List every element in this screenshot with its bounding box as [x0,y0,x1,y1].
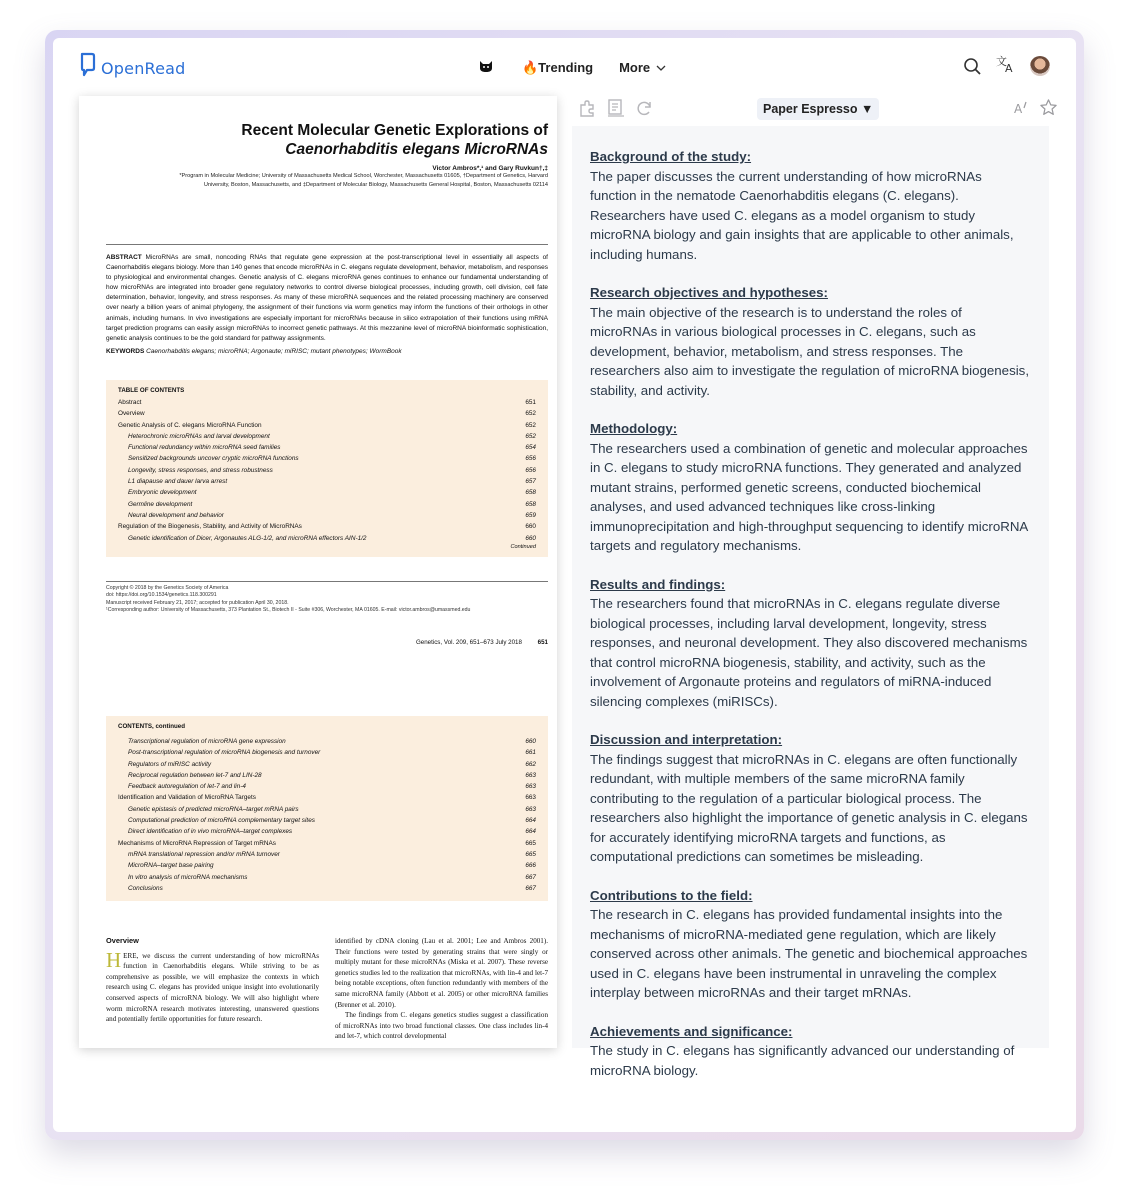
summary-section-text: The paper discusses the current understanding of how microRNAs function in the nematode Caenorhabditis elegans (C. elegans). Researchers have used C. elegans as a model organism to study microRNA biology and gain insights that are applicable to other animals, including humans. [590,168,1014,262]
summary-section [590,283,1031,400]
toc-entry-title: Post-transcriptional regulation of microRNA biogenesis and turnover [128,749,321,757]
header-actions [949,54,1050,78]
toc-entry-page: 664 [525,828,536,836]
paper-authors: Victor Ambros*,¹ and Gary Ruvkun†,‡ [432,165,548,172]
copyright-text: Copyright © 2018 by the Genetics Society of America [106,585,229,591]
summary-actions [1005,98,1058,117]
toc-heading: TABLE OF CONTENTS [118,387,185,394]
toc-row[interactable] [118,510,536,521]
summary-section [590,575,1031,712]
toc-entry-page: 660 [525,534,536,542]
toc-entry-page: 663 [525,805,536,813]
toc-row[interactable] [118,487,536,498]
search-icon[interactable] [963,57,982,76]
toc-entry-title: Overview [118,410,145,418]
nav-trending[interactable]: 🔥Trending [522,59,594,75]
toc-entry-title: Functional redundancy within microRNA seed families [128,444,281,452]
corresponding-text: ¹Corresponding author: University of Massachusetts, 373 Plantation St., Biotech II - Suite #306, Worchester, MA 01605. E-mail: victor.ambros@umassmed.edu [106,607,471,614]
toc-entry-page: 667 [525,873,536,881]
toc-entry-page: 665 [525,839,536,847]
toc-row[interactable] [118,770,536,781]
toc-row[interactable] [118,759,536,770]
toc-entry-title: MicroRNA–target base pairing [128,862,214,870]
toc-entry-title: Mechanisms of MicroRNA Repression of Target mRNAs [118,839,276,847]
toc-entry-title: Longevity, stress responses, and stress robustness [128,466,273,474]
translate-icon[interactable] [996,54,1016,78]
table-of-contents-continued [106,716,548,901]
toc-entry-page: 661 [525,749,536,757]
keywords-line [106,347,548,357]
toc-entry-page: 658 [525,500,536,508]
paper-affiliations: *Program in Molecular Medicine; University of Massachusetts Medical School, Worchester, Massachusetts 01605, †Department of Genetics, Harvard University, Boston, Massachusetts, and ‡Department of Molecular Biology, Massachusetts General Hospital, Boston, Massachusetts 02114 [179,173,548,188]
overview-heading: Overview [106,936,139,945]
summary-section-heading: Discussion and interpretation: [590,732,783,747]
toc-row[interactable] [118,465,536,476]
toc-row[interactable] [118,804,536,815]
toc-entry-title: Computational prediction of microRNA complementary target sites [128,817,315,825]
overview-column-2 [335,936,548,1042]
toc-entry-page: 656 [525,466,536,474]
toc-entry-page: 657 [525,478,536,486]
overview-col1-text: ERE, we discuss the current understanding of how microRNAs function in Caenorhabditis elegans. While striving to be as comprehensive as possible, we will emphasize the contexts in which research using C. elegans has provided unique insight into evolutionarily conserved aspects of microRNA biology. We will also highlight where worm microRNA research motivates interesting, unanswered questions and potentially fertile opportunities for future research. [106,951,319,1024]
toc-entry-title: Germline development [128,500,193,508]
puzzle-icon[interactable] [578,98,598,118]
toc-row[interactable] [118,815,536,826]
toc-entry-page: 666 [525,862,536,870]
table-of-contents [106,380,548,557]
toc-entry-page: 652 [525,410,536,418]
toc-entry-title: Abstract [118,399,142,406]
mode-selector[interactable]: Paper Espresso ▼ [757,98,879,120]
toc-entry-page: 660 [525,523,536,531]
toc-entry-title: Direct identification of in vivo microRNA–target complexes [128,828,293,836]
app-logo[interactable] [79,52,186,78]
toc-row[interactable] [118,408,536,419]
openread-logo-icon [79,52,97,78]
toc-entry-title: Identification and Validation of MicroRNA Targets [118,794,256,802]
toc-entry-title: In vitro analysis of microRNA mechanisms [128,873,248,881]
toc-entry-page: 664 [525,817,536,825]
cat-icon[interactable] [478,58,494,77]
pdf-viewer[interactable] [79,96,557,1048]
summary-toolbar [578,98,662,118]
abstract-rule [106,244,548,245]
document-icon[interactable] [606,98,626,118]
toc-continued: Continued [510,543,536,550]
toc-entry-title: Regulation of the Biogenesis, Stability, and Activity of MicroRNAs [118,523,302,531]
summary-section [590,147,1031,264]
toc2-heading [118,723,536,730]
toc-row[interactable] [118,442,536,453]
chevron-down-icon [655,63,667,73]
toc-entry-page: 659 [525,511,536,519]
toc-entry-title: Conclusions [128,884,163,892]
top-nav [478,58,667,77]
star-icon[interactable] [1039,98,1058,117]
toc-entry-title: Reciprocal regulation between let-7 and LIN-28 [128,771,262,779]
toc-row[interactable] [118,420,536,431]
toc-row[interactable] [118,781,536,792]
toc-entry-page: 652 [525,432,536,440]
toc-row[interactable] [118,397,536,408]
toc2-list [118,736,536,894]
toc-row[interactable] [118,747,536,758]
summary-section-heading: Background of the study: [590,149,752,164]
toc-entry-page: 665 [525,850,536,858]
toc-entry-title: Embryonic development [128,489,197,497]
toc-entry-page: 656 [525,455,536,463]
toc-entry-page: 652 [525,421,536,429]
overview-column-1 [106,936,319,1042]
summary-section-text: The main objective of the research is to understand the roles of microRNAs in various biological processes in C. elegans, such as development, behavior, metabolism, and stress responses. The researchers also aim to investigate the regulation of microRNA biogenesis, stability, and activity. [590,304,1030,398]
summary-section-heading: Achievements and significance: [590,1023,793,1039]
toc-entry-page: 651 [525,399,536,406]
toc-entry-title: Neural development and behavior [128,511,224,519]
summary-section-text: The research in C. elegans has provided fundamental insights into the mechanisms of microRNA-mediated gene regulation, which are likely conserved across other animals. The genetic and biochemical approaches used in C. elegans have been instrumental in unraveling the complex interplay between microRNAs and their target mRNAs. [590,907,1028,1000]
toc-entry-page: 660 [525,738,536,745]
toc-entry-title: mRNA translational repression and/or mRNA turnover [128,850,280,858]
toc-row[interactable] [118,826,536,837]
paper-title-line1: Recent Molecular Genetic Explorations of [241,122,548,139]
overview-section [106,936,548,1042]
toc-entry-title: Sensitized backgrounds uncover cryptic microRNA functions [128,455,299,463]
copyright-rule [106,581,548,582]
toc-entry-page: 662 [525,760,536,768]
toc-entry-title: L1 diapause and dauer larva arrest [128,478,228,486]
abstract-text: MicroRNAs are small, noncoding RNAs that regulate gene expression at the post-transcriptional level in essentially all aspects of Caenorhabditis elegans biology. More than 140 genes that encode microRNAs in C. elegans regulate development, behavior, metabolism, and responses to physiological and environmental changes. Genetic analysis of C. elegans microRNA genes continues to enhance our fundamental understanding of how microRNAs are integrated into broader gene regulatory networks to control diverse biological processes, including growth, cell division, cell fate determination, behavior, longevity, and stress responses. As many of these microRNA sequences and the related processing machinery are conserved over nearly a billion years of animal phylogeny, the assignment of their functions via worm genetics may inform the functions of their orthologs in other animals, including humans. In vivo investigations are especially important for microRNAs because in silico extrapolation of their functions using mRNA target prediction programs can easily assign microRNAs to incorrect genetic pathways. At this mezzanine level of microRNA bioinformatic sophistication, genetic analysis continues to be the gold standard for pathway assignments. [106,254,548,342]
summary-section-text: The researchers used a combination of genetic and molecular approaches in C. elegans to study microRNA functions. They generated and analyzed mutant strains, performed genetic screens, conducted biochemical analyses, and used advanced techniques like cross-linking immunoprecipitation and high-throughput sequencing to identify microRNA targets and regulatory mechanisms. [590,440,1028,553]
summary-section [590,886,1031,1003]
paper-title-line2: Caenorhabditis elegans MicroRNAs [285,141,548,158]
keywords-label: KEYWORDS [106,347,145,355]
toc-entry-title: Regulators of miRISC activity [128,760,212,768]
toc-row[interactable] [118,533,536,544]
summary-section-heading: Research objectives and hypotheses: [590,285,828,300]
toc-row[interactable] [118,872,536,883]
app-name: OpenRead [101,58,186,78]
keywords-text: Caenorhabditis elegans; microRNA; Argonaute; miRISC; mutant phenotypes; WormBook [146,347,402,355]
summary-section-heading: Methodology: [590,421,678,436]
toc-row[interactable] [118,883,536,894]
toc-row[interactable] [118,476,536,487]
nav-more-label: More [619,60,651,75]
app-window [53,38,1076,1132]
toc-row[interactable] [118,736,536,747]
toc-entry-page: 658 [525,489,536,497]
page-footer [106,639,548,646]
toc-row[interactable] [118,453,536,464]
toc-entry-title: Genetic epistasis of predicted microRNA–target mRNA pairs [128,805,299,813]
toc-entry-page: 663 [525,794,536,802]
summary-section-heading: Contributions to the field: [590,887,753,903]
summary-section-text: The researchers found that microRNAs in C. elegans regulate diverse biological processes, including larval development, longevity, stress responses, and neuronal development. They also discovered mechanisms that control microRNA biogenesis, stability, and activity, such as the involvement of Argonaute proteins and regulators of miRNA-induced silencing complexes (miRISCs). [590,596,1028,709]
toc-entry-page: 663 [525,771,536,779]
overview-col2-para2: The findings from C. elegans genetics studies suggest a classification of microRNAs into two broad functional classes. One class includes lin-4 and let-7, which control developmental [335,1011,548,1041]
page-number: 651 [537,639,548,646]
abstract-label: ABSTRACT [106,254,142,261]
toc-entry-title: Transcriptional regulation of microRNA gene expression [128,738,286,745]
toc-row[interactable] [118,499,536,510]
toc-entry-title: Heterochronic microRNAs and larval development [128,432,270,440]
doi-text: doi: https://doi.org/10.1534/genetics.118.300291 [106,592,217,599]
overview-col2-para1: identified by cDNA cloning (Lau et al. 2001; Lee and Ambros 2001). Their functions were tested by generating strains that were singly or multiply mutant for these microRNAs (Miska et al. 2007). These reverse genetics studies led to the realization that microRNAs, with lin-4 and let-7 being notable exceptions, often function redundantly with members of the same microRNA family (Abbott et al. 2005) or other microRNA families (Brenner et al. 2010). [335,937,548,1009]
toc-row[interactable] [118,431,536,442]
toc-entry-page: 654 [525,444,536,452]
journal-line: Genetics, Vol. 209, 651–673 July 2018 [415,639,522,646]
manuscript-text: Manuscript received February 21, 2017; accepted for publication April 30, 2018. [106,599,289,606]
toc-row[interactable] [118,838,536,849]
summary-section-heading: Results and findings: [590,576,726,592]
toc-list [118,397,536,544]
summary-section-text: The study in C. elegans has significantly advanced our understanding of microRNA biology. [590,1043,1015,1078]
toc-row[interactable] [118,792,536,803]
refresh-icon[interactable] [634,98,654,118]
text-size-icon[interactable] [1013,99,1031,117]
summary-section-text: The findings suggest that microRNAs in C. elegans are often functionally redundant, with multiple members of the same microRNA family contributing to the regulation of a particular biological process. The researchers also highlight the importance of genetic analysis in C. elegans for accurately identifying microRNA targets and functions, as computational predictions can sometimes be misleading. [590,751,1028,864]
toc-entry-title: Genetic Analysis of C. elegans MicroRNA Function [118,421,262,429]
summary-panel[interactable] [572,126,1049,1078]
summary-section [590,730,1031,867]
toc-entry-title: Feedback autoregulation of let-7 and lin-4 [128,783,246,791]
svg-text:A: A [1005,62,1013,75]
summary-content [572,126,1049,1080]
overview-dropcap: H [106,947,122,972]
summary-section [590,419,1031,556]
abstract-block [106,253,548,357]
summary-section [590,1022,1031,1081]
toc-entry-page: 667 [525,884,536,892]
toc-entry-page: 663 [525,783,536,791]
copyright-block [106,585,548,615]
svg-text:A: A [1014,101,1023,116]
paper-title-block [106,121,548,189]
toc-entry-title: Genetic identification of Dicer, Argonautes ALG-1/2, and microRNA effectors AIN-1/2 [128,534,367,542]
toc-row[interactable] [118,521,536,532]
svg-text:文: 文 [996,55,1007,68]
toc-row[interactable] [118,860,536,871]
toc2-heading-text: CONTENTS, continued [118,723,186,730]
avatar[interactable] [1030,56,1050,76]
toc-row[interactable] [118,849,536,860]
nav-more[interactable] [619,60,667,75]
abstract-paragraph [106,253,548,344]
